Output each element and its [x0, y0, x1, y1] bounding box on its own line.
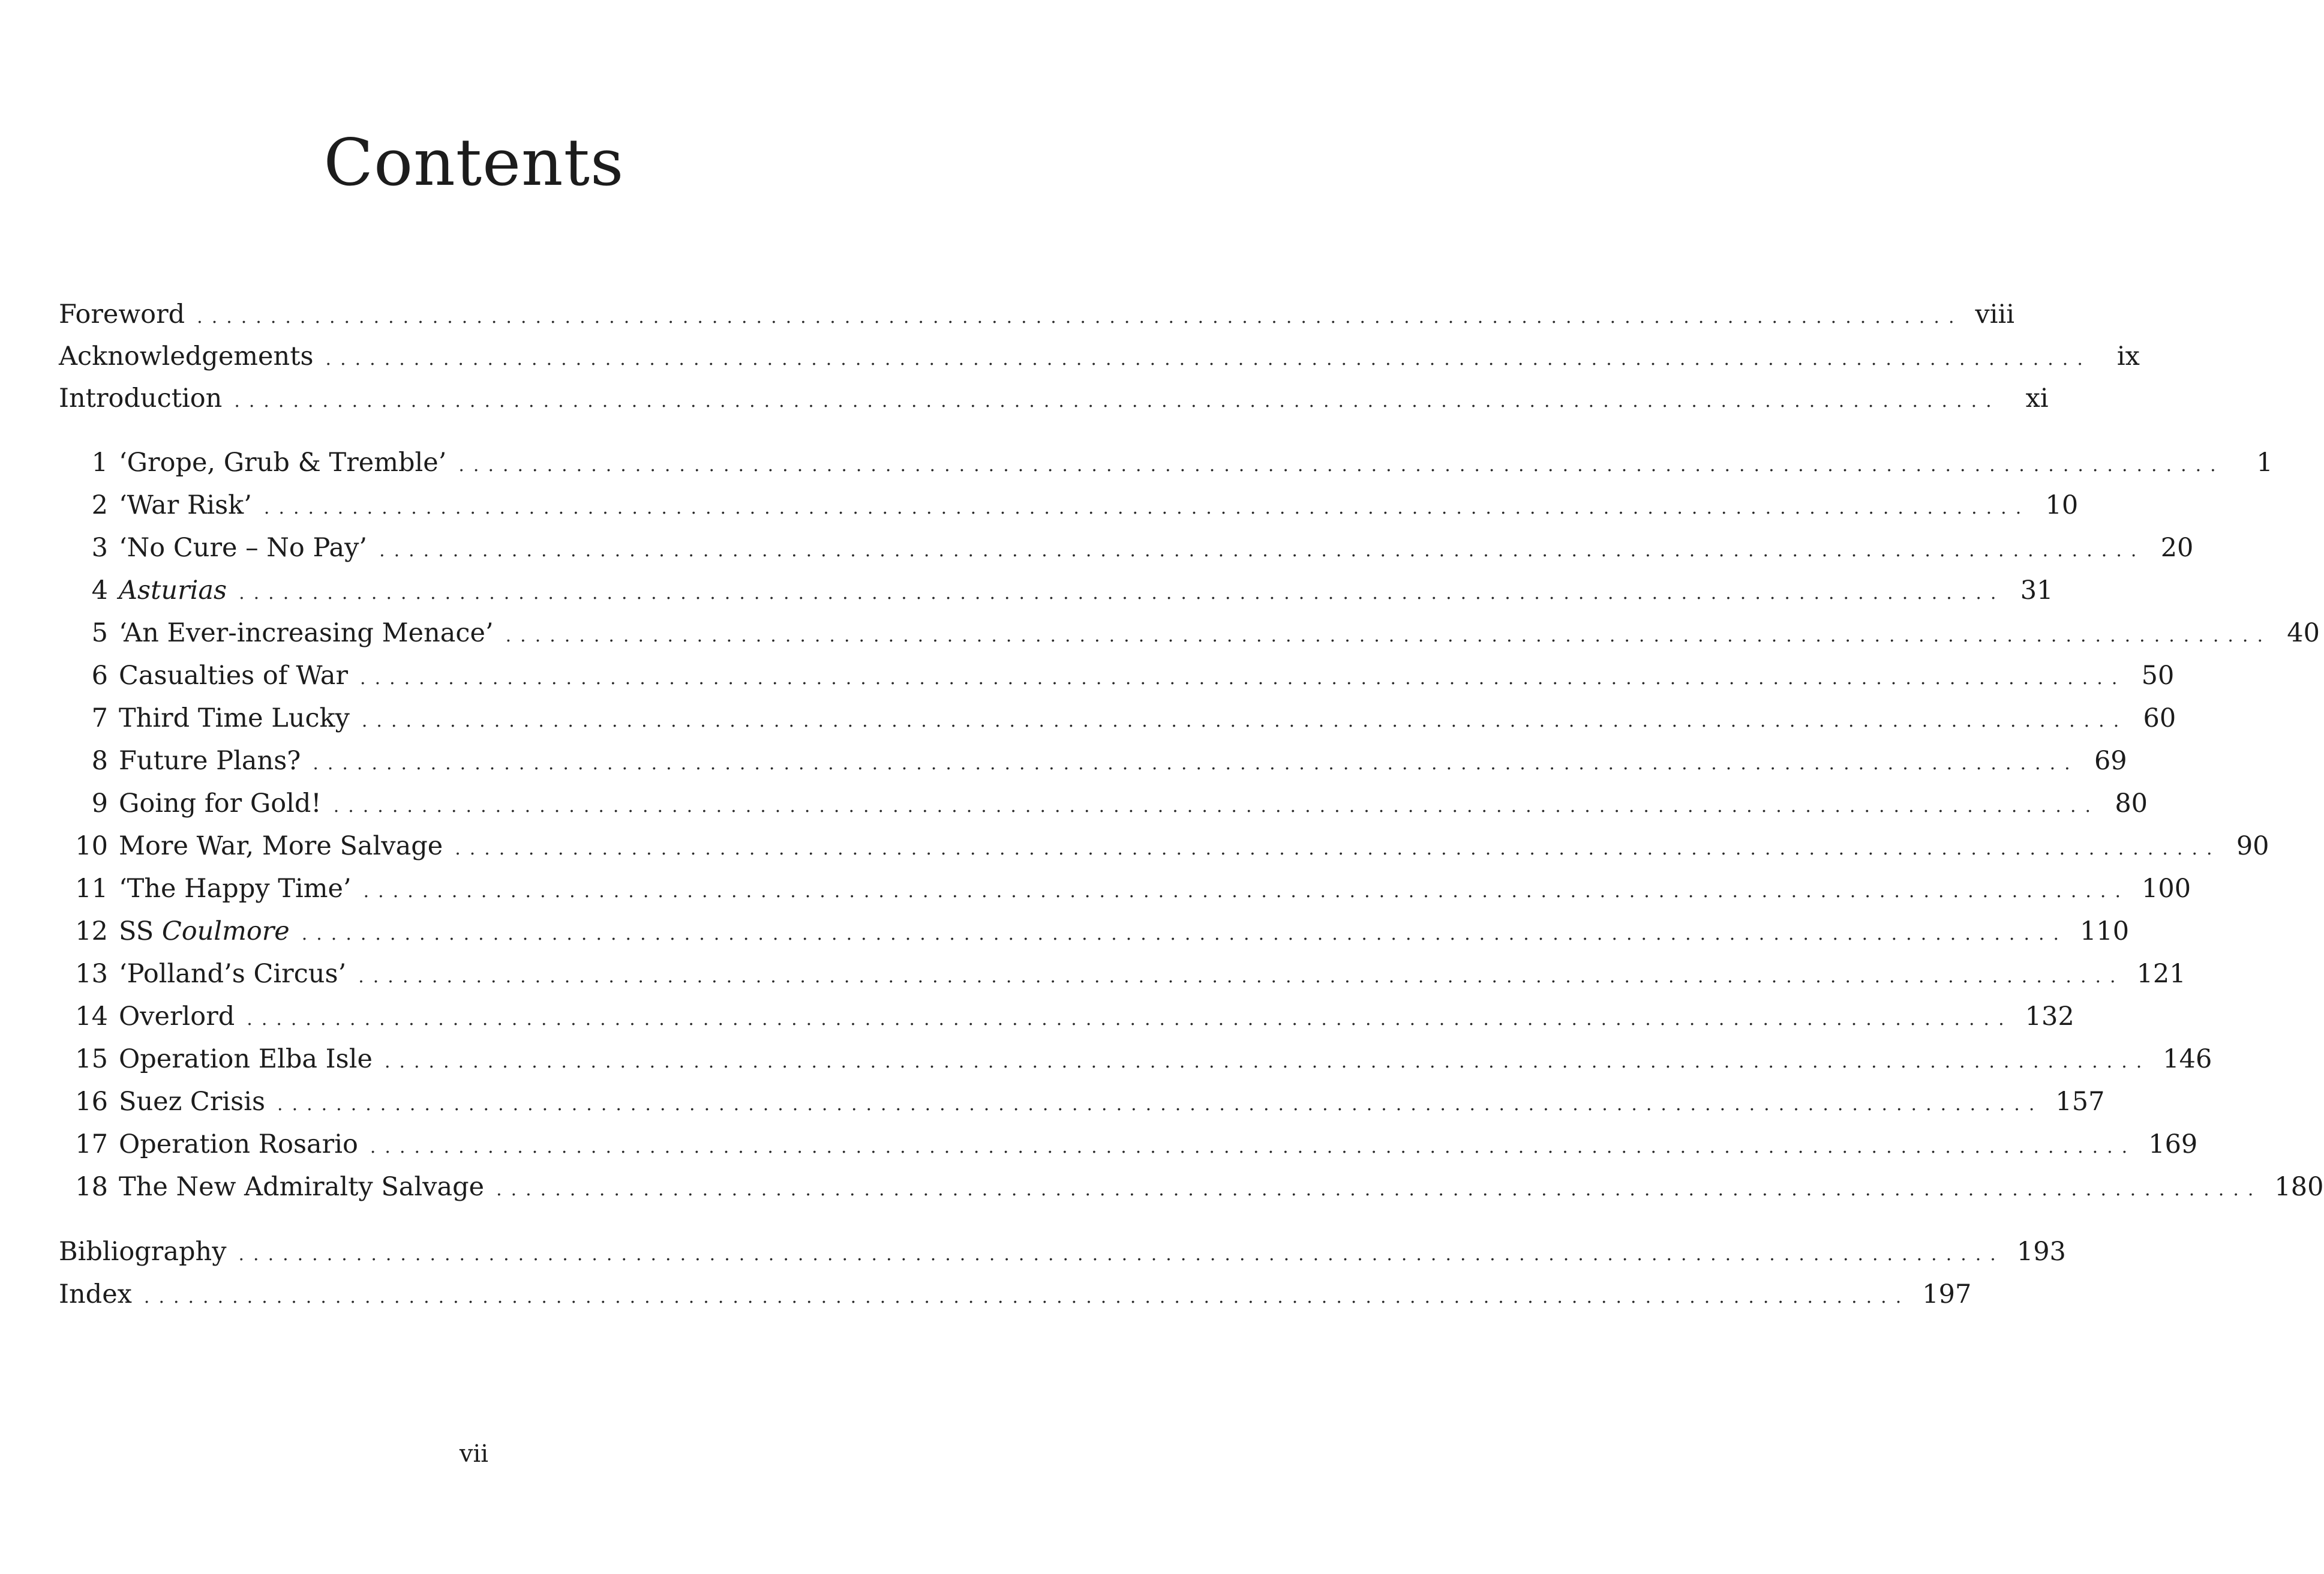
- toc-entry-foreword[interactable]: [59, 296, 2015, 333]
- dot-leader: ........................................................................................................................: [360, 668, 2127, 689]
- toc-entry-chapter-11[interactable]: [59, 870, 2191, 907]
- chapter-number: 14: [75, 1002, 108, 1032]
- toc-entry-chapter-14[interactable]: [59, 998, 2074, 1035]
- entry-page: 193: [2016, 1237, 2066, 1267]
- entry-label: Index: [59, 1279, 132, 1309]
- entry-page: 110: [2080, 916, 2130, 946]
- entry-page: 157: [2055, 1087, 2105, 1117]
- entry-page: 20: [2160, 533, 2194, 563]
- entry-label: Foreword: [59, 299, 185, 329]
- entry-label-italic: Asturias: [119, 575, 227, 605]
- dot-leader: ........................................................................................................................: [455, 838, 2221, 859]
- entry-label: Going for Gold!: [119, 789, 322, 819]
- entry-label: The New Admiralty Salvage: [119, 1172, 485, 1202]
- page-number: vii: [459, 1440, 489, 1468]
- toc-entry-acknowledgements[interactable]: [59, 338, 2140, 375]
- dot-leader: ........................................................................................................................: [384, 1051, 2151, 1072]
- page-title: Contents: [323, 125, 624, 200]
- dot-leader: ........................................................................................................................: [496, 1179, 2263, 1200]
- entry-page: 121: [2136, 959, 2186, 989]
- entry-label: Acknowledgements: [59, 341, 314, 371]
- dot-leader: ........................................................................................................................: [239, 583, 2005, 604]
- toc-entry-chapter-7[interactable]: [59, 700, 2176, 737]
- chapter-number: 3: [91, 533, 108, 563]
- entry-page: 50: [2141, 661, 2175, 691]
- entry-page: 197: [1922, 1279, 1972, 1309]
- dot-leader: ........................................................................................................................: [361, 710, 2128, 731]
- dot-leader: ........................................................................................................................: [277, 1094, 2044, 1115]
- entry-page: xi: [2025, 383, 2049, 413]
- entry-page: 1: [2256, 448, 2273, 478]
- dot-leader: ........................................................................................................................: [379, 540, 2146, 561]
- entry-label: ‘War Risk’: [119, 490, 252, 520]
- entry-label: Operation Rosario: [119, 1129, 358, 1159]
- toc-entry-bibliography[interactable]: [59, 1233, 2066, 1270]
- chapter-number: 10: [75, 831, 108, 861]
- entry-page: viii: [1975, 299, 2015, 329]
- entry-label: ‘The Happy Time’: [119, 874, 352, 904]
- chapter-number: 4: [91, 575, 108, 605]
- toc-entry-chapter-4[interactable]: [59, 572, 2053, 609]
- entry-label: [119, 572, 227, 609]
- dot-leader: ........................................................................................................................: [370, 1137, 2137, 1158]
- entry-label: Third Time Lucky: [119, 703, 350, 733]
- entry-label: Introduction: [59, 383, 223, 413]
- toc-entry-chapter-13[interactable]: [59, 955, 2186, 993]
- toc-entry-chapter-5[interactable]: [59, 614, 2320, 652]
- entry-label: [119, 913, 290, 950]
- entry-page: ix: [2116, 341, 2140, 371]
- dot-leader: ........................................................................................................................: [143, 1287, 1911, 1308]
- toc-entry-chapter-17[interactable]: [59, 1126, 2198, 1163]
- entry-page: 10: [2045, 490, 2079, 520]
- entry-page: 90: [2236, 831, 2269, 861]
- dot-leader: ........................................................................................................................: [313, 753, 2079, 774]
- chapter-number: 2: [91, 490, 108, 520]
- chapter-number: 17: [75, 1129, 108, 1159]
- chapter-number: 6: [91, 661, 108, 691]
- dot-leader: ........................................................................................................................: [358, 966, 2125, 987]
- toc-entry-chapter-1[interactable]: [59, 444, 2273, 481]
- entry-page: 169: [2148, 1129, 2198, 1159]
- dot-leader: ........................................................................................................................: [263, 497, 2031, 518]
- entry-page: 60: [2143, 703, 2176, 733]
- dot-leader: ........................................................................................................................: [234, 391, 2001, 412]
- entry-page: 40: [2287, 618, 2320, 648]
- entry-page: 180: [2274, 1172, 2324, 1202]
- chapter-number: 11: [75, 874, 108, 904]
- toc-entry-chapter-9[interactable]: [59, 785, 2148, 822]
- chapter-number: 7: [91, 703, 108, 733]
- entry-label-roman: SS: [119, 916, 162, 946]
- dot-leader: ........................................................................................................................: [325, 349, 2092, 370]
- toc-entry-chapter-18[interactable]: [59, 1168, 2324, 1206]
- dot-leader: ........................................................................................................................: [238, 1244, 2005, 1265]
- dot-leader: ........................................................................................................................: [458, 455, 2225, 476]
- dot-leader: ........................................................................................................................: [363, 881, 2130, 902]
- chapter-number: 16: [75, 1087, 108, 1117]
- chapter-number: 8: [91, 746, 108, 776]
- entry-label: Overlord: [119, 1002, 235, 1032]
- dot-leader: ........................................................................................................................: [197, 307, 1963, 328]
- entry-label: Suez Crisis: [119, 1087, 266, 1117]
- entry-label: ‘No Cure – No Pay’: [119, 533, 368, 563]
- chapter-number: 12: [75, 916, 108, 946]
- toc-entry-chapter-3[interactable]: [59, 529, 2194, 566]
- chapter-number: 15: [75, 1044, 108, 1074]
- entry-page: 146: [2163, 1044, 2212, 1074]
- toc-entry-index[interactable]: [59, 1276, 1972, 1313]
- toc-entry-introduction[interactable]: [59, 380, 2049, 417]
- entry-label: Future Plans?: [119, 746, 301, 776]
- dot-leader: ........................................................................................................................: [301, 924, 2068, 945]
- chapter-number: 18: [75, 1172, 108, 1202]
- toc-entry-chapter-15[interactable]: [59, 1041, 2212, 1078]
- toc-entry-chapter-8[interactable]: [59, 742, 2127, 779]
- chapter-number: 13: [75, 959, 108, 989]
- entry-label: More War, More Salvage: [119, 831, 443, 861]
- entry-page: 100: [2141, 874, 2191, 904]
- toc-entry-chapter-2[interactable]: [59, 487, 2079, 524]
- chapter-number: 5: [91, 618, 108, 648]
- dot-leader: ........................................................................................................................: [505, 625, 2272, 646]
- entry-label: ‘Grope, Grub & Tremble’: [119, 448, 447, 478]
- entry-label-italic: Coulmore: [161, 916, 290, 946]
- chapter-number: 9: [91, 789, 108, 819]
- entry-label: Operation Elba Isle: [119, 1044, 373, 1074]
- entry-label: ‘Polland’s Circus’: [119, 959, 347, 989]
- entry-label: Bibliography: [59, 1237, 227, 1267]
- toc-entry-chapter-16[interactable]: [59, 1083, 2105, 1120]
- entry-page: 132: [2025, 1002, 2074, 1032]
- dot-leader: ........................................................................................................................: [333, 796, 2100, 817]
- entry-label: Casualties of War: [119, 661, 349, 691]
- entry-label: ‘An Ever-increasing Menace’: [119, 618, 494, 648]
- chapter-number: 1: [91, 448, 108, 478]
- entry-page: 80: [2115, 789, 2148, 819]
- toc-entry-chapter-10[interactable]: [59, 828, 2269, 865]
- toc-entry-chapter-12[interactable]: [59, 913, 2130, 950]
- dot-leader: ........................................................................................................................: [247, 1009, 2013, 1030]
- toc-entry-chapter-6[interactable]: [59, 657, 2175, 694]
- entry-page: 31: [2020, 575, 2053, 605]
- entry-page: 69: [2094, 746, 2127, 776]
